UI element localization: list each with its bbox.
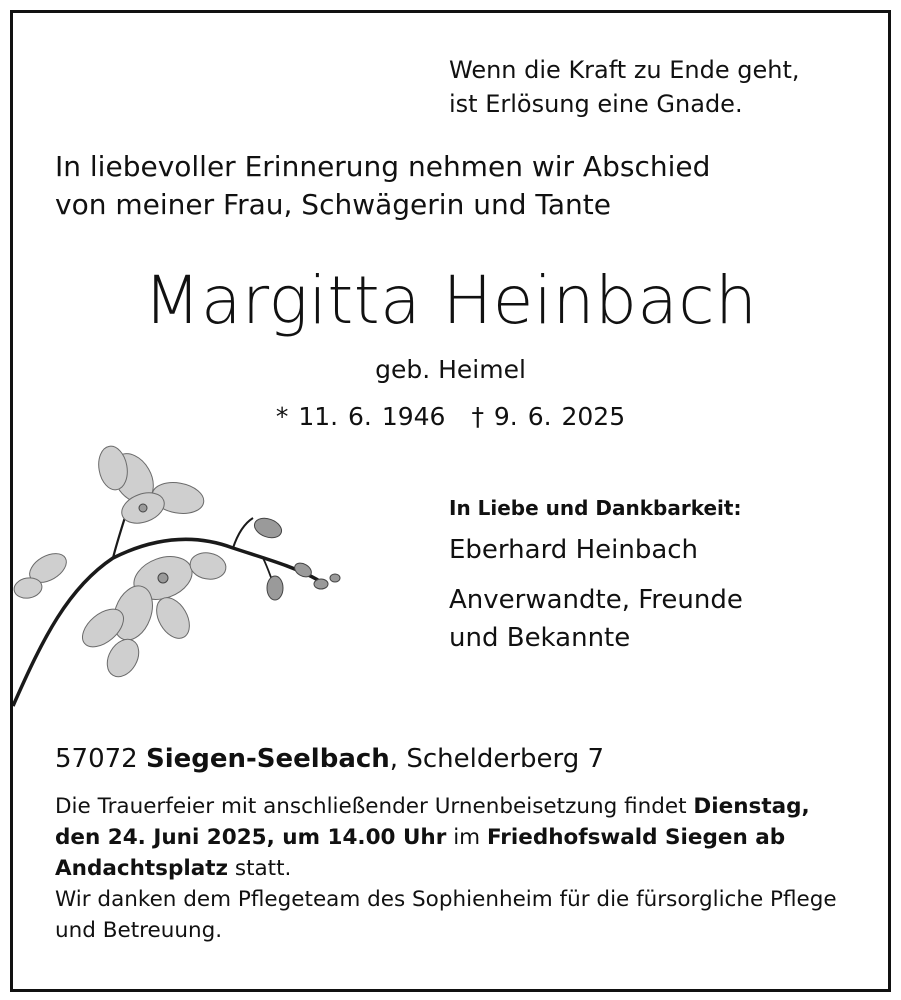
notice-text-1: Die Trauerfeier mit anschließender Urnenbeisetzung findet	[55, 794, 687, 819]
notice-date: Dienstag, den 24. Juni 2025, um 14.00 Uhr	[55, 794, 810, 850]
address-zip: 57072	[55, 744, 138, 774]
address-place: Siegen-Seelbach	[145, 744, 390, 774]
notice-text-3: statt.	[228, 856, 292, 881]
intro-line-2: von meiner Frau, Schwägerin und Tante	[55, 188, 611, 221]
death-date: † 9. 6. 2025	[471, 402, 626, 431]
life-dates	[13, 400, 888, 434]
obituary-card	[10, 10, 891, 992]
address	[55, 740, 604, 778]
address-street: , Schelderberg 7	[389, 744, 605, 774]
mourners-heading: In Liebe und Dankbarkeit:	[449, 496, 742, 520]
quote-line-2: ist Erlösung eine Gnade.	[449, 90, 743, 118]
notice-text-2: im	[446, 825, 487, 850]
intro-line-1: In liebevoller Erinnerung nehmen wir Abschied	[55, 150, 711, 183]
quote-line-1: Wenn die Kraft zu Ende geht,	[449, 56, 800, 84]
mourner-1: Eberhard Heinbach	[449, 535, 699, 565]
orchid-branch-icon	[13, 438, 343, 713]
funeral-notice	[55, 791, 855, 946]
notice-location: Friedhofswald Siegen ab Andachtsplatz	[55, 825, 786, 881]
mourner-3: und Bekannte	[449, 623, 631, 653]
maiden-name: geb. Heimel	[375, 355, 526, 384]
intro-text	[55, 148, 710, 224]
mourners	[449, 493, 743, 657]
quote	[449, 53, 800, 121]
notice-thanks: Wir danken dem Pflegeteam des Sophienheim für die fürsorgliche Pflege und Betreuung.	[55, 887, 837, 943]
birth-date: * 11. 6. 1946	[275, 402, 446, 431]
deceased-name: Margitta Heinbach	[143, 262, 758, 339]
mourner-2: Anverwandte, Freunde	[449, 585, 743, 615]
